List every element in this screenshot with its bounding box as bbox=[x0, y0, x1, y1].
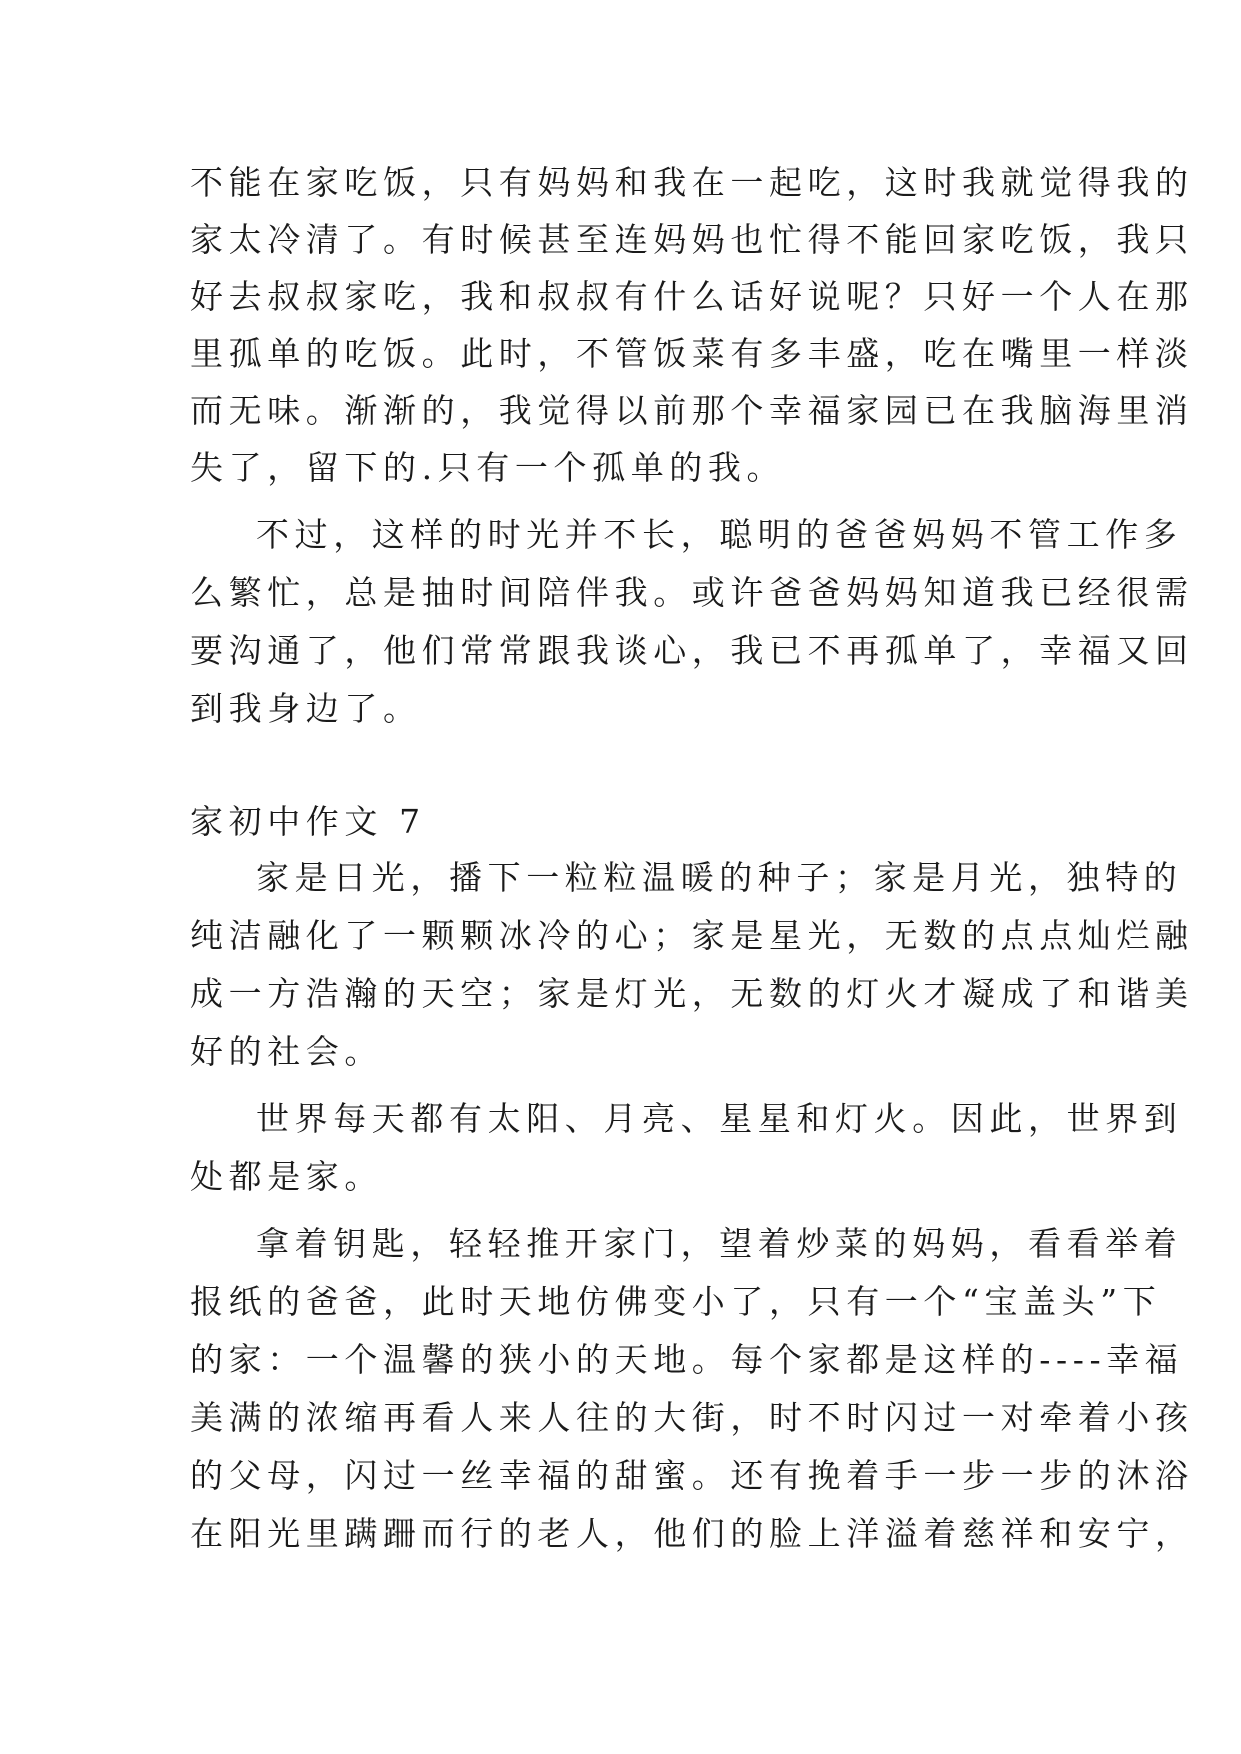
text-line: 的父母，闪过一丝幸福的甜蜜。还有挽着手一步一步的沐浴 bbox=[190, 1456, 1194, 1495]
paragraph-first-line: 家是日光，播下一粒粒温暖的种子；家是月光，独特的 bbox=[256, 858, 1183, 897]
paragraph-first-line: 拿着钥匙，轻轻推开家门，望着炒菜的妈妈，看看举着 bbox=[256, 1224, 1183, 1263]
text-line: 要沟通了，他们常常跟我谈心，我已不再孤单了，幸福又回 bbox=[190, 631, 1194, 670]
paragraph-first-line: 不过，这样的时光并不长，聪明的爸爸妈妈不管工作多 bbox=[256, 515, 1183, 554]
text-line: 报纸的爸爸，此时天地仿佛变小了，只有一个“宝盖头”下 bbox=[190, 1282, 1162, 1321]
text-line: 在阳光里蹒跚而行的老人，他们的脸上洋溢着慈祥和安宁， bbox=[190, 1514, 1194, 1553]
text-line: 的家：一个温馨的狭小的天地。每个家都是这样的----幸福 bbox=[190, 1340, 1184, 1379]
text-line: 失了，留下的.只有一个孤单的我。 bbox=[190, 448, 786, 487]
text-line: 家太冷清了。有时候甚至连妈妈也忙得不能回家吃饭，我只 bbox=[190, 220, 1194, 259]
text-line: 而无味。渐渐的，我觉得以前那个幸福家园已在我脑海里消 bbox=[190, 391, 1194, 430]
text-line: 不能在家吃饭，只有妈妈和我在一起吃，这时我就觉得我的 bbox=[190, 163, 1194, 202]
paragraph-first-line: 世界每天都有太阳、月亮、星星和灯火。因此，世界到 bbox=[256, 1099, 1183, 1138]
text-line: 美满的浓缩再看人来人往的大街，时不时闪过一对牵着小孩 bbox=[190, 1398, 1194, 1437]
text-line: 成一方浩瀚的天空；家是灯光，无数的灯火才凝成了和谐美 bbox=[190, 974, 1194, 1013]
text-line: 里孤单的吃饭。此时，不管饭菜有多丰盛，吃在嘴里一样淡 bbox=[190, 334, 1194, 373]
text-line: 处都是家。 bbox=[190, 1157, 383, 1196]
text-line: 纯洁融化了一颗颗冰冷的心；家是星光，无数的点点灿烂融 bbox=[190, 916, 1194, 955]
text-line: 到我身边了。 bbox=[190, 689, 422, 728]
text-line: 么繁忙，总是抽时间陪伴我。或许爸爸妈妈知道我已经很需 bbox=[190, 573, 1194, 612]
section-heading: 家初中作文 7 bbox=[190, 802, 426, 841]
text-line: 好去叔叔家吃，我和叔叔有什么话好说呢？只好一个人在那 bbox=[190, 277, 1194, 316]
text-line: 好的社会。 bbox=[190, 1032, 383, 1071]
